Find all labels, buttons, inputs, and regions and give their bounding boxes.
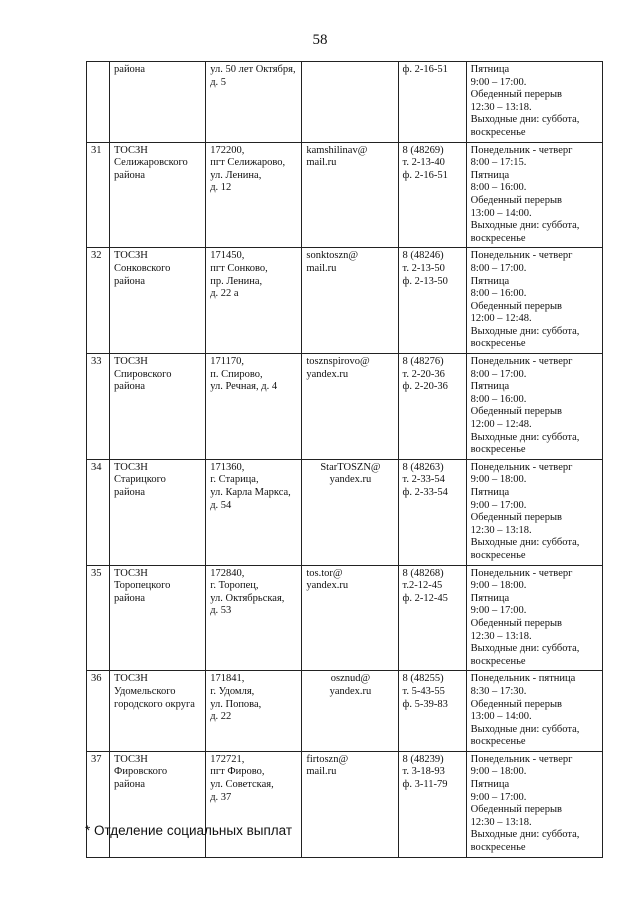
table-row: [87, 354, 603, 460]
address: 171841, г. Удомля, ул. Попова, д. 22: [206, 671, 302, 752]
table-row: [87, 248, 603, 354]
row-number: 36: [87, 671, 110, 752]
address: 172200, пгт Селижарово, ул. Ленина, д. 12: [206, 142, 302, 248]
row-number: 32: [87, 248, 110, 354]
working-hours: Понедельник - четверг 8:00 – 17:00. Пятница 8:00 – 16:00. Обеденный перерыв 12:00 – 12:48. Выходные дни: суббота, воскресенье: [466, 354, 602, 460]
phone: ф. 2-16-51: [398, 62, 466, 143]
address: 171170, п. Спирово, ул. Речная, д. 4: [206, 354, 302, 460]
table-row: [87, 62, 603, 143]
row-number: 37: [87, 751, 110, 857]
phone: 8 (48269) т. 2-13-40 ф. 2-16-51: [398, 142, 466, 248]
org-name: района: [110, 62, 206, 143]
contacts-table: [86, 61, 603, 858]
working-hours: Понедельник - четверг 9:00 – 18:00. Пятница 9:00 – 17:00. Обеденный перерыв 12:30 – 13:18. Выходные дни: суббота, воскресенье: [466, 459, 602, 565]
org-name: ТОСЗН Фировского района: [110, 751, 206, 857]
org-name: ТОСЗН Спировского района: [110, 354, 206, 460]
table-row: [87, 751, 603, 857]
row-number: 33: [87, 354, 110, 460]
table-row: [87, 459, 603, 565]
email: osznud@ yandex.ru: [302, 671, 398, 752]
org-name: ТОСЗН Старицкого района: [110, 459, 206, 565]
org-name: ТОСЗН Удомельского городского округа: [110, 671, 206, 752]
phone: 8 (48276) т. 2-20-36 ф. 2-20-36: [398, 354, 466, 460]
working-hours: Пятница 9:00 – 17:00. Обеденный перерыв 12:30 – 13:18. Выходные дни: суббота, воскресенье: [466, 62, 602, 143]
page-number: 58: [312, 32, 328, 48]
email: tos.tor@ yandex.ru: [302, 565, 398, 671]
row-number: 34: [87, 459, 110, 565]
row-number: 31: [87, 142, 110, 248]
address: 171360, г. Старица, ул. Карла Маркса, д. 54: [206, 459, 302, 565]
row-number: [87, 62, 110, 143]
table-row: [87, 671, 603, 752]
address: 171450, пгт Сонково, пр. Ленина, д. 22 а: [206, 248, 302, 354]
phone: 8 (48239) т. 3-18-93 ф. 3-11-79: [398, 751, 466, 857]
working-hours: Понедельник - четверг 8:00 – 17:15. Пятница 8:00 – 16:00. Обеденный перерыв 13:00 – 14:00. Выходные дни: суббота, воскресенье: [466, 142, 602, 248]
email: StarTOSZN@ yandex.ru: [302, 459, 398, 565]
row-number: 35: [87, 565, 110, 671]
working-hours: Понедельник - четверг 8:00 – 17:00. Пятница 8:00 – 16:00. Обеденный перерыв 12:00 – 12:48. Выходные дни: суббота, воскресенье: [466, 248, 602, 354]
table-row: [87, 565, 603, 671]
address: 172721, пгт Фирово, ул. Советская, д. 37: [206, 751, 302, 857]
phone: 8 (48268) т.2-12-45 ф. 2-12-45: [398, 565, 466, 671]
table-row: [87, 142, 603, 248]
working-hours: Понедельник - четверг 9:00 – 18:00. Пятница 9:00 – 17:00. Обеденный перерыв 12:30 – 13:18. Выходные дни: суббота, воскресенье: [466, 751, 602, 857]
working-hours: Понедельник - четверг 9:00 – 18:00. Пятница 9:00 – 17:00. Обеденный перерыв 12:30 – 13:18. Выходные дни: суббота, воскресенье: [466, 565, 602, 671]
phone: 8 (48263) т. 2-33-54 ф. 2-33-54: [398, 459, 466, 565]
email: firtoszn@ mail.ru: [302, 751, 398, 857]
email: kamshilinav@ mail.ru: [302, 142, 398, 248]
email: tosznspirovo@ yandex.ru: [302, 354, 398, 460]
org-name: ТОСЗН Торопецкого района: [110, 565, 206, 671]
email: sonktoszn@ mail.ru: [302, 248, 398, 354]
address: ул. 50 лет Октября, д. 5: [206, 62, 302, 143]
phone: 8 (48246) т. 2-13-50 ф. 2-13-50: [398, 248, 466, 354]
footnote: * Отделение социальных выплат: [85, 823, 293, 838]
org-name: ТОСЗН Сонковского района: [110, 248, 206, 354]
address: 172840, г. Торопец, ул. Октябрьская, д. 53: [206, 565, 302, 671]
phone: 8 (48255) т. 5-43-55 ф. 5-39-83: [398, 671, 466, 752]
org-name: ТОСЗН Селижаровского района: [110, 142, 206, 248]
working-hours: Понедельник - пятница 8:30 – 17:30. Обеденный перерыв 13:00 – 14:00. Выходные дни: суббота, воскресенье: [466, 671, 602, 752]
email: [302, 62, 398, 143]
